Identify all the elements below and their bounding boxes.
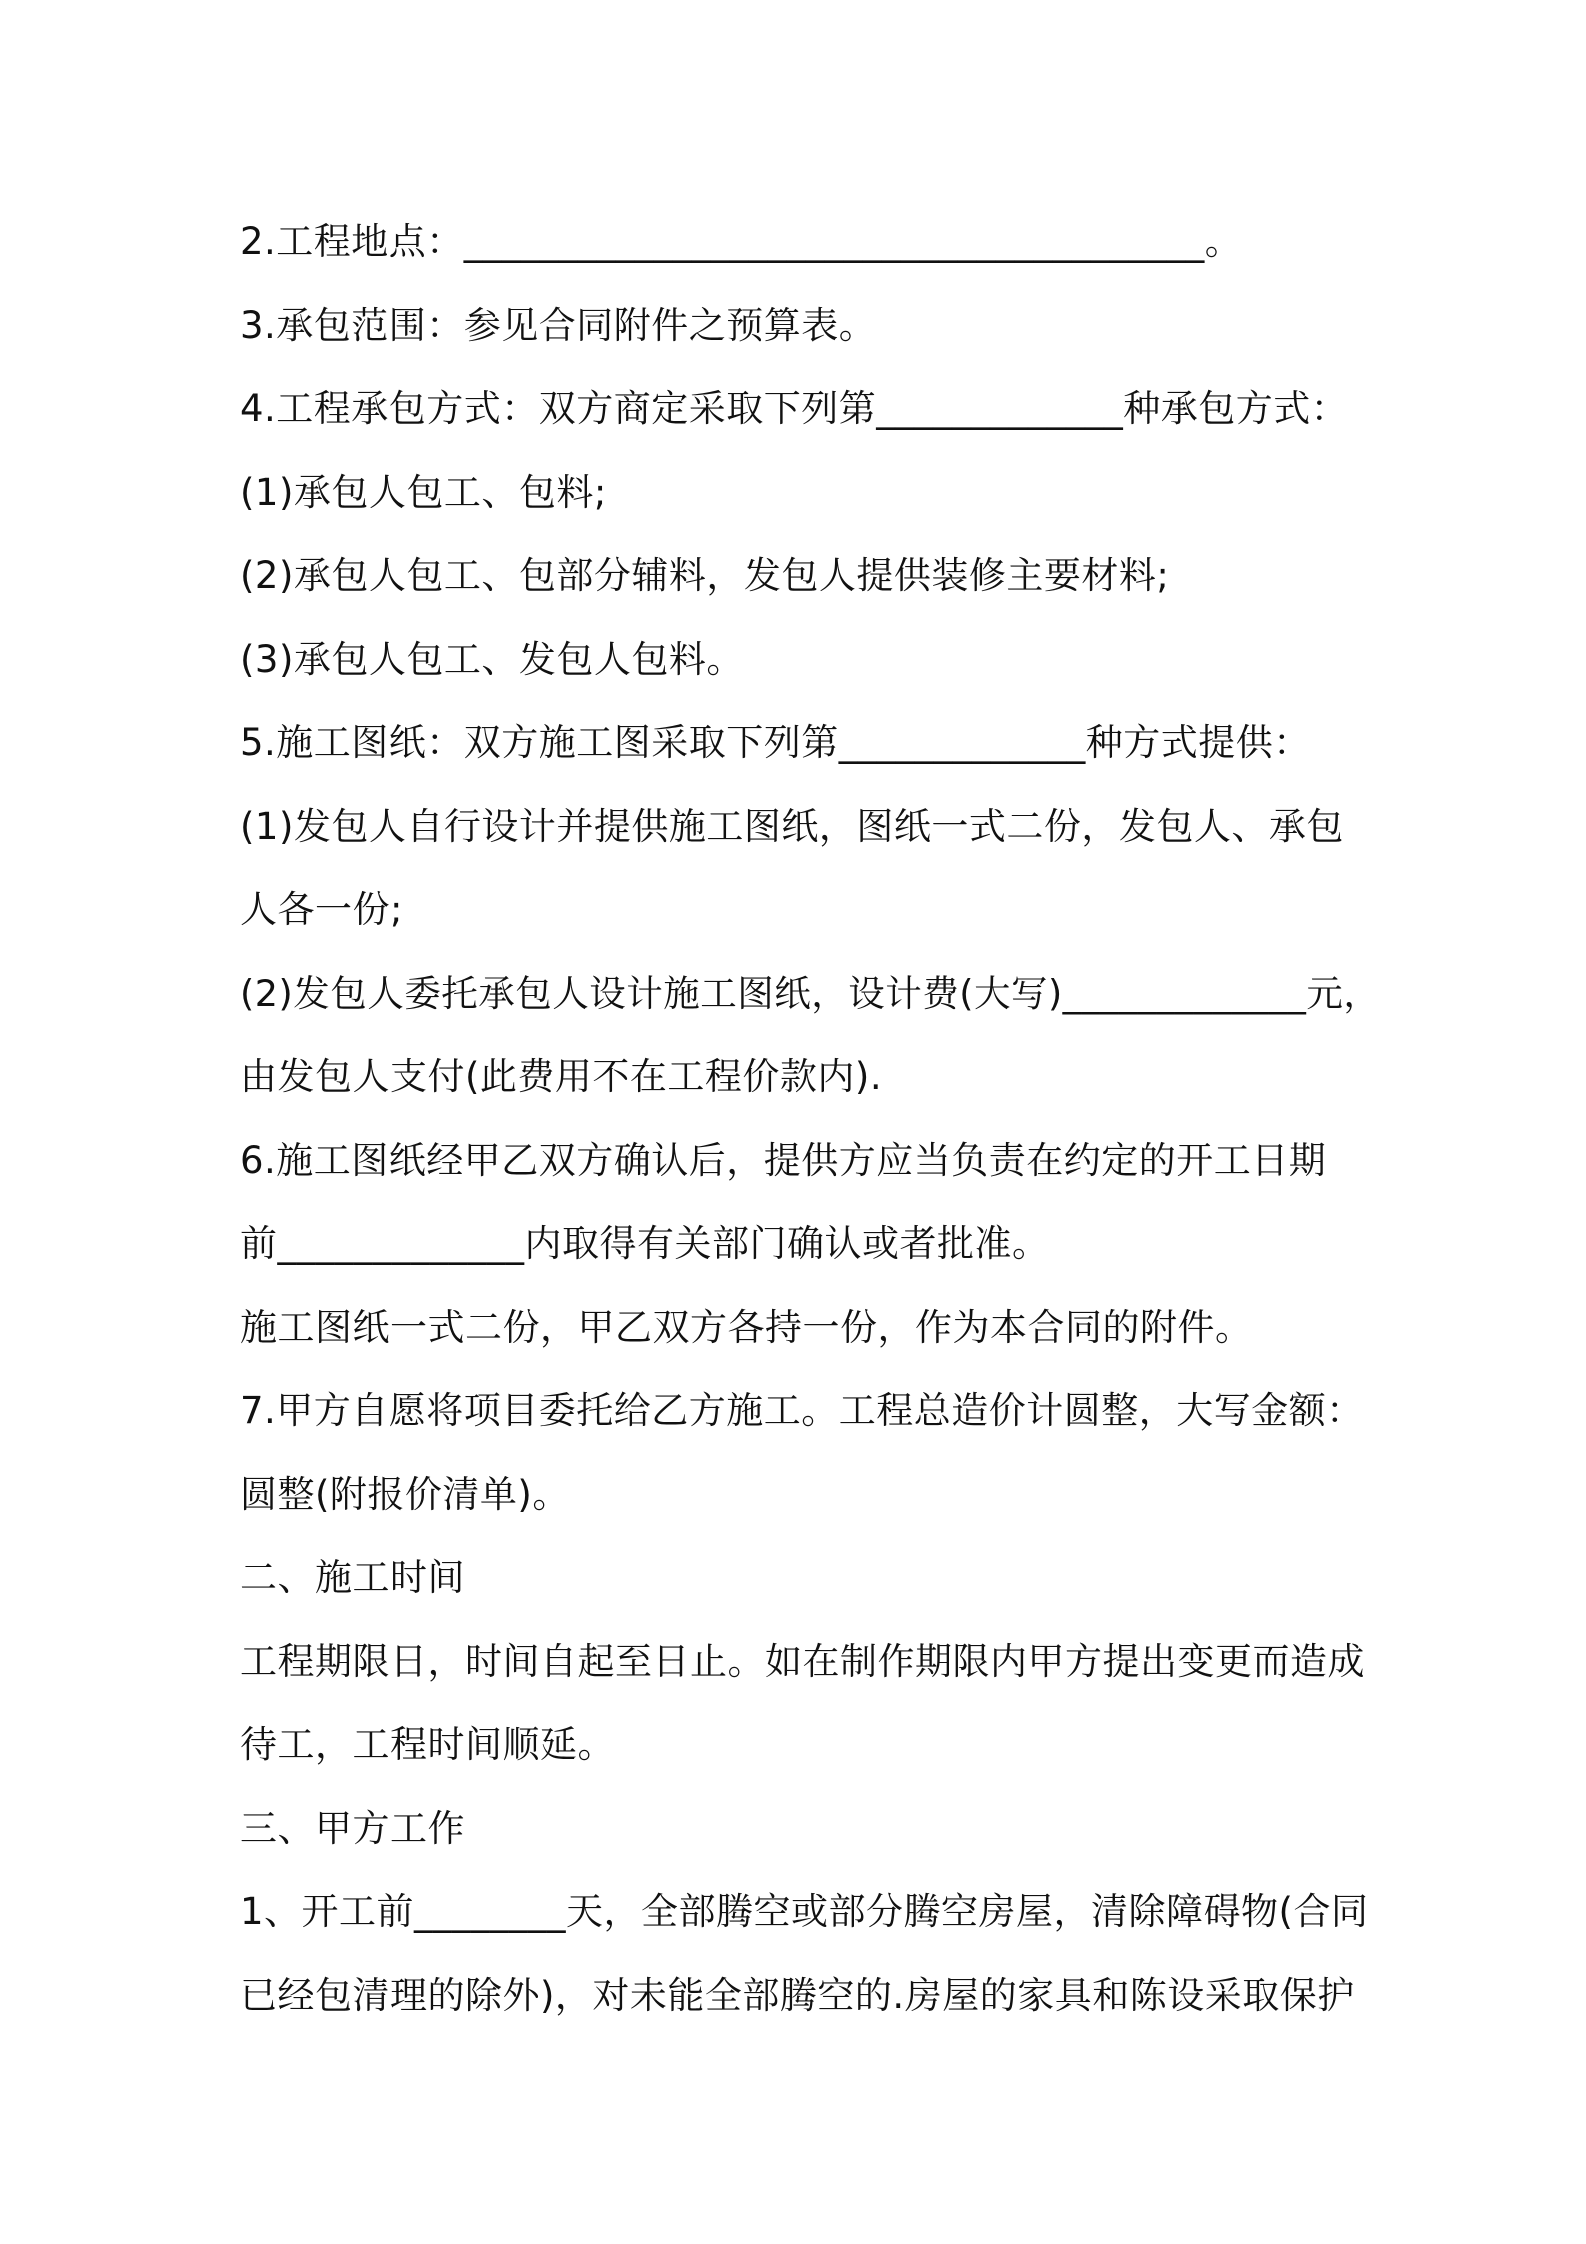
text-line-drawings-approval: 6.施工图纸经甲乙双方确认后，提供方应当负责在约定的开工日期 <box>240 1138 1327 1182</box>
text-line-method-option-1: (1)承包人包工、包料; <box>240 470 607 514</box>
text-line-drawings-copies: 施工图纸一式二份，甲乙双方各持一份，作为本合同的附件。 <box>240 1305 1253 1349</box>
text-line-drawings-option-2-cont: 由发包人支付(此费用不在工程价款内). <box>240 1055 883 1098</box>
text-line-method-option-3: (3)承包人包工、发包人包料。 <box>240 637 744 681</box>
section-heading-party-a-work: 三、甲方工作 <box>240 1806 465 1850</box>
text-line-contracting-method: 4.工程承包方式：双方商定采取下列第_____________种承包方式： <box>240 387 1349 430</box>
text-line-time-period-cont: 待工，工程时间顺延。 <box>240 1723 615 1766</box>
text-line-drawings-option-1: (1)发包人自行设计并提供施工图纸，图纸一式二份，发包人、承包 <box>240 804 1344 848</box>
text-line-method-option-2: (2)承包人包工、包部分辅料，发包人提供装修主要材料; <box>240 554 1170 597</box>
text-line-total-cost: 7.甲方自愿将项目委托给乙方施工。工程总造价计圆整，大写金额： <box>240 1389 1364 1432</box>
text-line-party-a-item-1: 1、开工前________天，全部腾空或部分腾空房屋，清除障碍物(合同 <box>240 1890 1369 1933</box>
text-line-time-period: 工程期限日，时间自起至日止。如在制作期限内甲方提出变更而造成 <box>240 1639 1365 1683</box>
text-line-drawings-option-1-cont: 人各一份; <box>240 888 403 931</box>
text-line-drawings-option-2: (2)发包人委托承包人设计施工图纸，设计费(大写)_____________元， <box>240 971 1381 1015</box>
text-line-drawings: 5.施工图纸：双方施工图采取下列第_____________种方式提供： <box>240 721 1311 764</box>
text-line-project-location: 2.工程地点：_______________________________________。 <box>240 220 1243 263</box>
section-heading-construction-time: 二、施工时间 <box>240 1556 465 1599</box>
text-line-contract-scope: 3.承包范围：参见合同附件之预算表。 <box>240 303 877 347</box>
text-line-total-cost-cont: 圆整(附报价清单)。 <box>240 1472 570 1516</box>
text-line-party-a-item-1-cont: 已经包清理的除外)，对未能全部腾空的.房屋的家具和陈设采取保护 <box>240 1973 1355 2017</box>
document-body <box>240 200 1380 2037</box>
text-line-drawings-approval-cont: 前_____________内取得有关部门确认或者批准。 <box>240 1222 1050 1265</box>
